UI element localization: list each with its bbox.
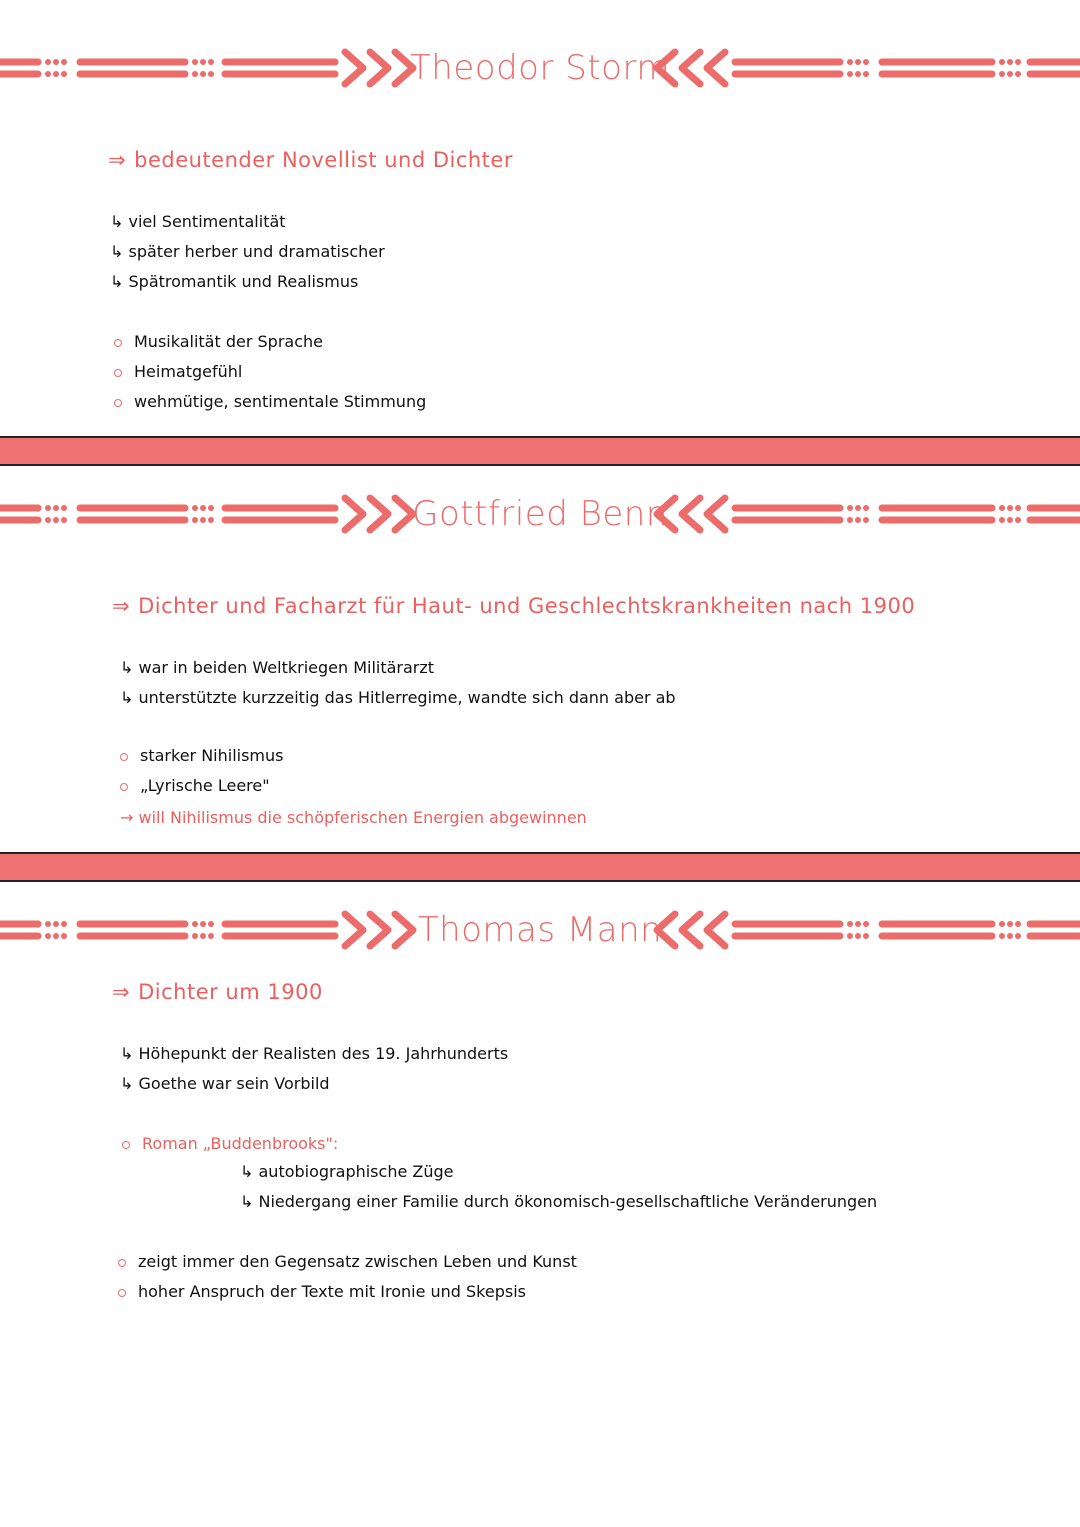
section-title: Theodor Storm bbox=[410, 48, 670, 88]
headline: ⇒ bedeutender Novellist und Dichter bbox=[108, 148, 513, 172]
bullet-icon bbox=[118, 1259, 126, 1267]
headline: ⇒ Dichter um 1900 bbox=[112, 980, 323, 1004]
section-title: Thomas Mann bbox=[417, 910, 663, 950]
sub-item: ↳ Niedergang einer Familie durch ökonomisch-gesellschaftliche Veränderungen bbox=[240, 1192, 878, 1211]
sub-item: ↳ autobiographische Züge bbox=[240, 1162, 454, 1181]
headline: ⇒ Dichter und Facharzt für Haut- und Geschlechtskrankheiten nach 1900 bbox=[112, 594, 916, 618]
bullet-item bbox=[114, 332, 323, 351]
sub-item-text: war in beiden Weltkriegen Militärarzt bbox=[138, 658, 435, 677]
sub-item-text: später herber und dramatischer bbox=[128, 242, 385, 261]
note-text: will Nihilismus die schöpferischen Energien abgewinnen bbox=[138, 808, 587, 827]
bullet-icon bbox=[120, 783, 128, 791]
bullet-icon bbox=[114, 369, 122, 377]
sub-item-text: Niedergang einer Familie durch ökonomisch-gesellschaftliche Veränderungen bbox=[258, 1192, 878, 1211]
sub-item-text: Höhepunkt der Realisten des 19. Jahrhunderts bbox=[138, 1044, 509, 1063]
sub-item-text: viel Sentimentalität bbox=[128, 212, 286, 231]
bullet-icon bbox=[114, 399, 122, 407]
headline-text: bedeutender Novellist und Dichter bbox=[134, 148, 513, 172]
bullet-text: hoher Anspruch der Texte mit Ironie und Skepsis bbox=[138, 1282, 526, 1301]
bullet-text: wehmütige, sentimentale Stimmung bbox=[134, 392, 427, 411]
bullet-icon bbox=[122, 1141, 130, 1149]
bullet-icon bbox=[118, 1289, 126, 1297]
bullet-text: zeigt immer den Gegensatz zwischen Leben und Kunst bbox=[138, 1252, 577, 1271]
bullet-item bbox=[120, 776, 270, 795]
sub-item: ↳ später herber und dramatischer bbox=[110, 242, 385, 261]
bullet-text: starker Nihilismus bbox=[140, 746, 284, 765]
section-banner bbox=[0, 40, 1080, 100]
novel-text: Roman „Buddenbrooks": bbox=[142, 1134, 339, 1153]
section-banner bbox=[0, 486, 1080, 546]
sub-item-text: Goethe war sein Vorbild bbox=[138, 1074, 330, 1093]
sub-item: ↳ war in beiden Weltkriegen Militärarzt bbox=[120, 658, 435, 677]
sub-item: ↳ viel Sentimentalität bbox=[110, 212, 286, 231]
bullet-item bbox=[114, 362, 242, 381]
sub-item: ↳ Goethe war sein Vorbild bbox=[120, 1074, 330, 1093]
novel-item bbox=[122, 1134, 338, 1153]
sub-item: ↳ Höhepunkt der Realisten des 19. Jahrhunderts bbox=[120, 1044, 509, 1063]
section-banner bbox=[0, 902, 1080, 962]
bullet-text: Musikalität der Sprache bbox=[134, 332, 323, 351]
headline-text: Dichter um 1900 bbox=[138, 980, 323, 1004]
bullet-text: Heimatgefühl bbox=[134, 362, 243, 381]
section-divider bbox=[0, 852, 1080, 882]
sub-item-text: unterstützte kurzzeitig das Hitlerregime, wandte sich dann aber ab bbox=[138, 688, 676, 707]
section-title: Gottfried Benn bbox=[412, 494, 668, 534]
bullet-text: „Lyrische Leere" bbox=[140, 776, 270, 795]
sub-item-text: Spätromantik und Realismus bbox=[128, 272, 359, 291]
bullet-icon bbox=[120, 753, 128, 761]
bullet-item bbox=[118, 1282, 526, 1301]
bullet-item bbox=[120, 746, 283, 765]
sub-item: ↳ Spätromantik und Realismus bbox=[110, 272, 359, 291]
headline-text: Dichter und Facharzt für Haut- und Geschlechtskrankheiten nach 1900 bbox=[138, 594, 916, 618]
bullet-icon bbox=[114, 339, 122, 347]
sub-item: ↳ unterstützte kurzzeitig das Hitlerregime, wandte sich dann aber ab bbox=[120, 688, 676, 707]
note: → will Nihilismus die schöpferischen Energien abgewinnen bbox=[120, 808, 587, 827]
bullet-item bbox=[118, 1252, 577, 1271]
section-divider bbox=[0, 436, 1080, 466]
sub-item-text: autobiographische Züge bbox=[258, 1162, 454, 1181]
bullet-item bbox=[114, 392, 426, 411]
